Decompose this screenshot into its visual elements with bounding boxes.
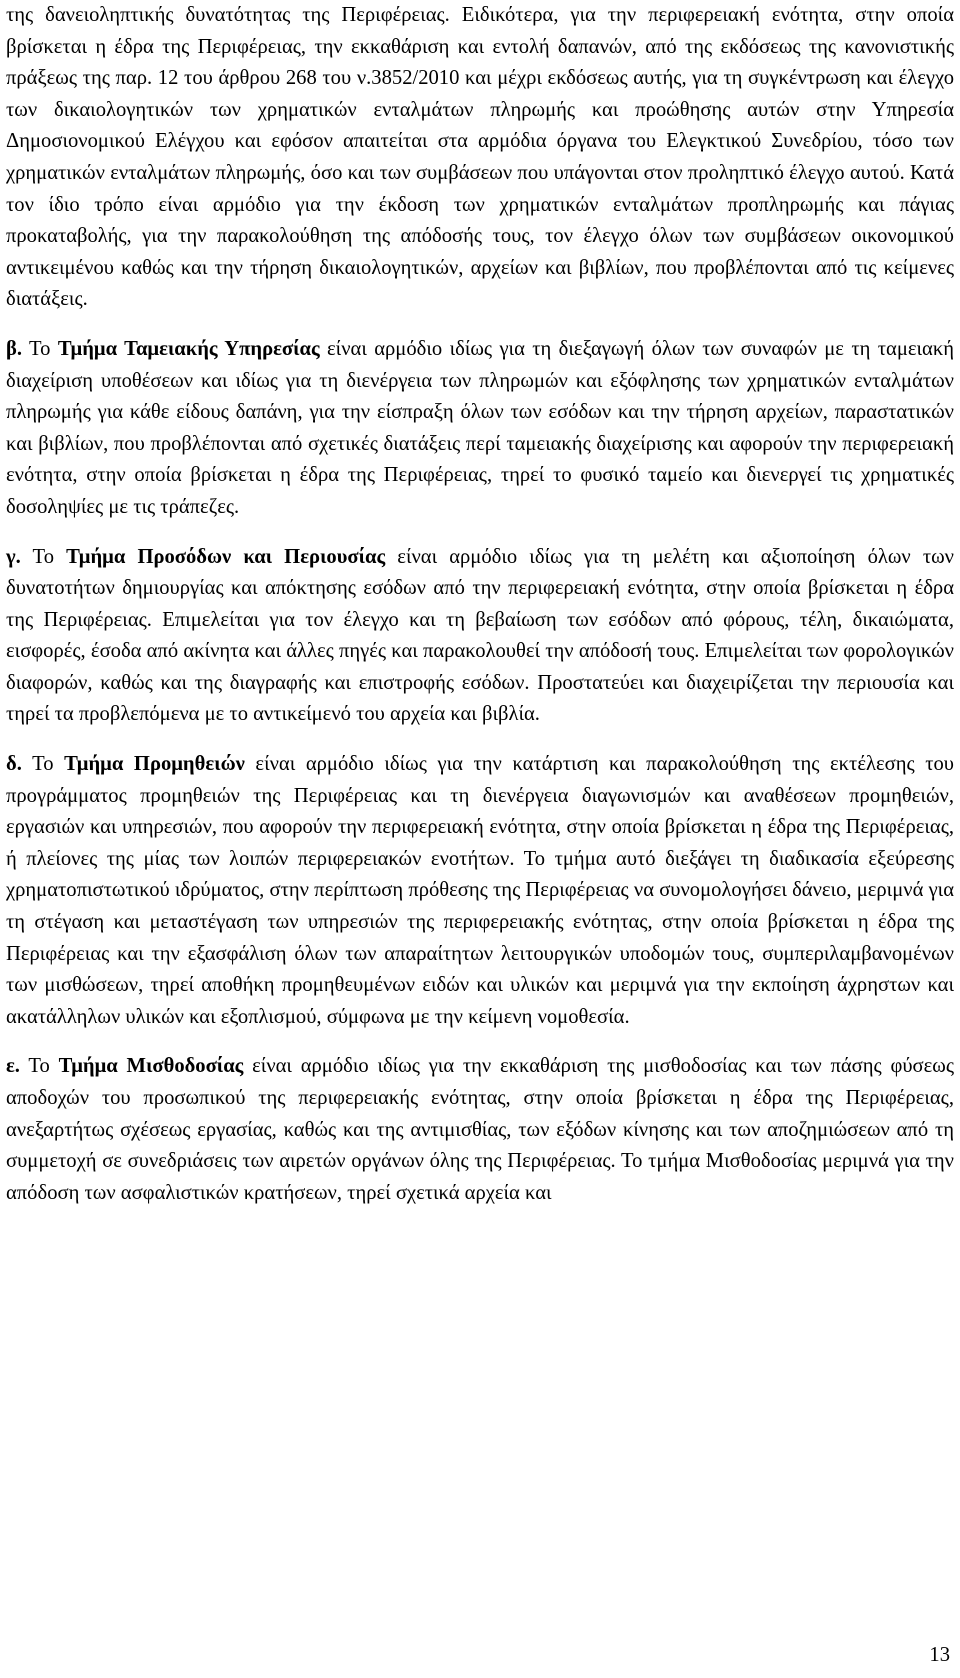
page-number: 13 xyxy=(929,1644,950,1666)
paragraph-section-c xyxy=(6,542,954,732)
section-b-text: είναι αρμόδιο ιδίως για τη διεξαγωγή όλων των συναφών με τη ταμειακή διαχείριση υποθέσεων και ιδίως για τη διενέργεια των πληρωμών και εξόφλησης των χρηματικών ενταλμάτων πληρωμής για κάθε είδους δαπάνη, για την είσπραξη όλων των εσόδων και την τήρηση αρχείων, παραστατικών και βιβλίων, που προβλέπονται από σχετικές διατάξεις περί ταμειακής διαχείρισης και αφορούν την περιφερειακή ενότητα, στην οποία βρίσκεται η έδρα της Περιφέρειας, τηρεί το φυσικό ταμείο και διενεργεί τις χρηματικές δοσοληψίες με τις τράπεζες. xyxy=(6,337,954,518)
section-d-text: είναι αρμόδιο ιδίως για την κατάρτιση και παρακολούθηση της εκτέλεσης του προγράμματος προμηθειών της Περιφέρειας και τη διενέργεια διαγωνισμών και αναθέσεων προμηθειών, εργασιών και υπηρεσιών, που αφορούν την περιφερειακή ενότητα, στην οποία βρίσκεται η έδρα της Περιφέρειας, ή πλείονες της μίας των λοιπών περιφερειακών ενοτήτων. Το τμήμα αυτό διεξάγει τη διαδικασία εξεύρεσης χρηματοπιστωτικού ιδρύματος, στην περίπτωση πρόθεσης της Περιφέρειας να συνομολογήσει δάνειο, μεριμνά για τη στέγαση και μεταστέγαση των υπηρεσιών της περιφερειακής ενότητας, στην οποία βρίσκεται η έδρα της Περιφέρειας και την εξασφάλιση όλων των απαραίτητων λειτουργικών υποδομών τους, συμπεριλαμβανομένων των μισθώσεων, τηρεί αποθήκη προμηθευμένων ειδών και υλικών και μεριμνά για την εκποίηση άχρηστων και ακατάλληλων υλικών και εξοπλισμού, σύμφωνα με την κείμενη νομοθεσία. xyxy=(6,753,954,1028)
section-c-text: είναι αρμόδιο ιδίως για τη μελέτη και αξιοποίηση όλων των δυνατοτήτων δημιουργίας και απόκτησης εσόδων από την περιφερειακή ενότητα, στην οποία βρίσκεται η έδρα της Περιφέρειας. Επιμελείται για τον έλεγχο και τη βεβαίωση των εσόδων από φόρους, τέλη, δικαιώματα, εισφορές, έσοδα από ακίνητα και άλλες πηγές και παρακολουθεί την απόδοσή τους. Επιμελείται των φορολογικών διαφορών, καθώς και της διαγραφής και επιστροφής εσόδων. Προστατεύει και διαχειρίζεται την περιουσία και τηρεί τα προβλεπόμενα με το αντικείμενό του αρχεία και βιβλία. xyxy=(6,545,954,726)
section-d-department-title: Τμήμα Προμηθειών xyxy=(64,753,245,776)
section-d-pre: Το xyxy=(21,753,65,776)
section-e-department-title: Τμήμα Μισθοδοσίας xyxy=(58,1055,244,1078)
section-c-department-title: Τμήμα Προσόδων και Περιουσίας xyxy=(66,545,386,568)
section-d-marker: δ. xyxy=(6,753,22,776)
paragraph-intro-text: της δανειοληπτικής δυνατότητας της Περιφέρειας. Ειδικότερα, για την περιφερειακή ενότητα, στην οποία βρίσκεται η έδρα της Περιφέρειας, την εκκαθάριση και εντολή δαπανών, από της εκδόσεως της κανονιστικής πράξεως της παρ. 12 του άρθρου 268 του ν.3852/2010 και μέχρι εκδόσεως αυτής, για τη συγκέντρωση και έλεγχο των δικαιολογητικών των χρηματικών ενταλμάτων πληρωμής και προώθησης αυτών στην Υπηρεσία Δημοσιονομικού Ελέγχου και εφόσον απαιτείται στα αρμόδια όργανα του Ελεγκτικού Συνεδρίου, τόσο των χρηματικών ενταλμάτων πληρωμής, όσο και των συμβάσεων που υπάγονται στον προληπτικό έλεγχο αυτού. Κατά τον ίδιο τρόπο είναι αρμόδιο για την έκδοση των χρηματικών ενταλμάτων προπληρωμής και πάγιας προκαταβολής, για την παρακολούθηση της απόδοσής τους, τον έλεγχο όλων των συμβάσεων οικονομικού αντικειμένου καθώς και την τήρηση δικαιολογητικών, αρχείων και βιβλίων, που προβλέπονται από τις κείμενες διατάξεις. xyxy=(6,4,954,311)
section-e-marker: ε. xyxy=(6,1055,20,1078)
section-b-pre: Το xyxy=(22,337,58,360)
section-e-pre: Το xyxy=(19,1055,59,1078)
document-page xyxy=(6,0,954,1209)
paragraph-intro xyxy=(6,0,954,316)
section-b-department-title: Τμήμα Ταμειακής Υπηρεσίας xyxy=(57,337,320,360)
paragraph-section-e xyxy=(6,1051,954,1209)
section-e-text: είναι αρμόδιο ιδίως για την εκκαθάριση της μισθοδοσίας και των πάσης φύσεως αποδοχών του προσωπικού της περιφερειακής ενότητας, στην οποία βρίσκεται η έδρα της Περιφέρειας, ανεξαρτήτως σχέσεως εργασίας, καθώς και της αντιμισθίας, των εξόδων κίνησης και των αποζημιώσεων από τη συμμετοχή σε συνεδριάσεις των αιρετών οργάνων όλης της Περιφέρειας. Το τμήμα Μισθοδοσίας μεριμνά για την απόδοση των ασφαλιστικών κρατήσεων, τηρεί σχετικά αρχεία και xyxy=(6,1055,954,1204)
section-c-marker: γ. xyxy=(6,545,21,568)
section-b-marker: β. xyxy=(6,337,22,360)
paragraph-section-b xyxy=(6,334,954,524)
section-c-pre: Το xyxy=(20,545,67,568)
paragraph-section-d xyxy=(6,749,954,1033)
